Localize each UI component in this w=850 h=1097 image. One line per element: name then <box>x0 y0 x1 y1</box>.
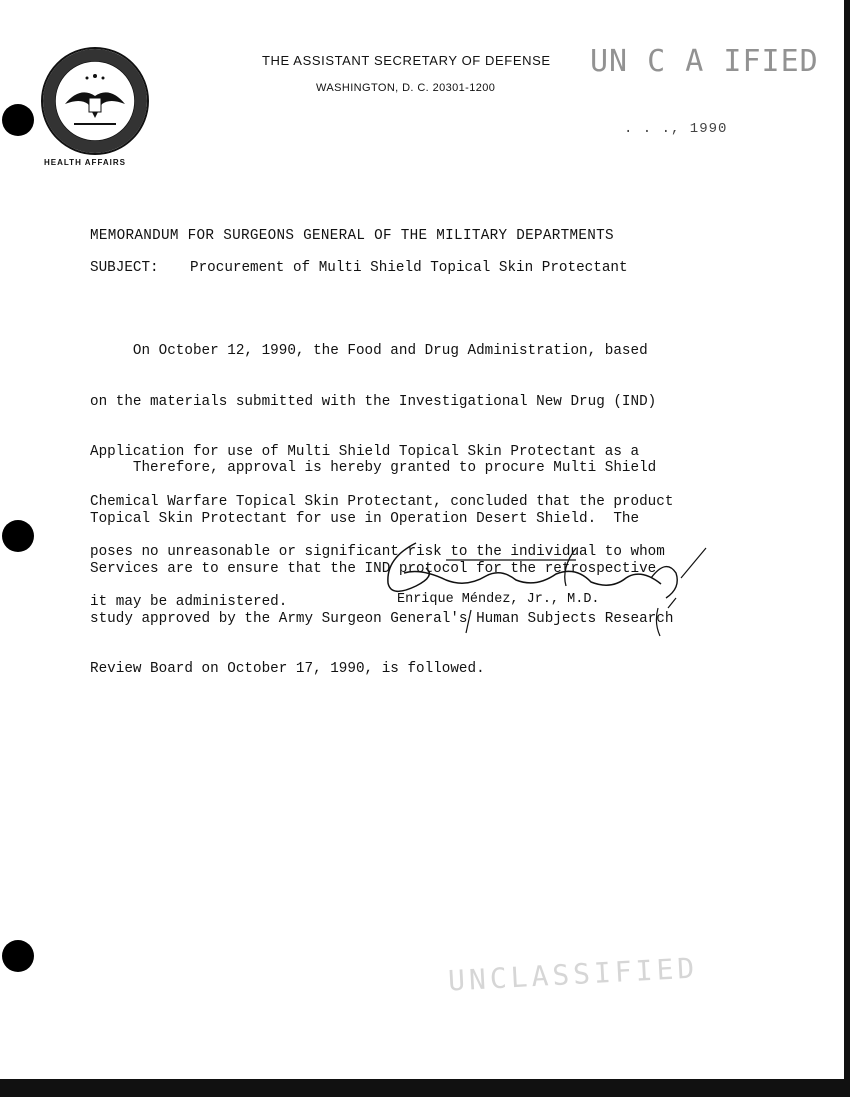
punch-hole-middle <box>2 520 34 552</box>
faded-stamp: UNCLASSIFIED <box>447 951 699 998</box>
paragraph-line: poses no unreasonable or significant risk to the individual to whom <box>90 543 665 560</box>
scan-edge-right <box>844 0 850 1097</box>
memo-recipient: MEMORANDUM FOR SURGEONS GENERAL OF THE MILITARY DEPARTMENTS <box>90 228 614 244</box>
handwritten-signature <box>376 538 716 638</box>
subject-label: SUBJECT: <box>90 260 159 276</box>
subject-text: Procurement of Multi Shield Topical Skin Protectant <box>190 260 628 276</box>
paragraph-line: on the materials submitted with the Investigational New Drug (IND) <box>90 393 657 410</box>
punch-hole-bottom <box>2 940 34 972</box>
paragraph-line: Review Board on October 17, 1990, is followed. <box>90 660 485 677</box>
scan-edge-bottom <box>0 1079 850 1097</box>
office-address: WASHINGTON, D. C. 20301-1200 <box>316 82 496 94</box>
paragraph-line: On October 12, 1990, the Food and Drug Administration, based <box>90 343 648 360</box>
classification-stamp: UN C A IFIED <box>590 44 819 79</box>
paragraph-line: study approved by the Army Surgeon General's Human Subjects Research <box>90 610 674 627</box>
department-label: HEALTH AFFAIRS <box>44 158 126 167</box>
punch-hole-top <box>2 104 34 136</box>
paragraph-line: it may be administered. <box>90 593 288 610</box>
office-title: THE ASSISTANT SECRETARY OF DEFENSE <box>262 53 551 68</box>
signer-name: Enrique Méndez, Jr., M.D. <box>397 592 600 607</box>
paragraph-line: Application for use of Multi Shield Topical Skin Protectant as a <box>90 443 640 460</box>
paragraph-line: Chemical Warfare Topical Skin Protectant, concluded that the product <box>90 493 674 510</box>
dod-seal-icon <box>40 46 150 156</box>
paragraph-line: Therefore, approval is hereby granted to procure Multi Shield <box>90 460 657 477</box>
paragraph-line: Services are to ensure that the IND protocol for the retrospective <box>90 560 657 577</box>
date-stamp: . . ., 1990 <box>624 121 728 137</box>
paragraph-line: Topical Skin Protectant for use in Operation Desert Shield. The <box>90 510 640 527</box>
